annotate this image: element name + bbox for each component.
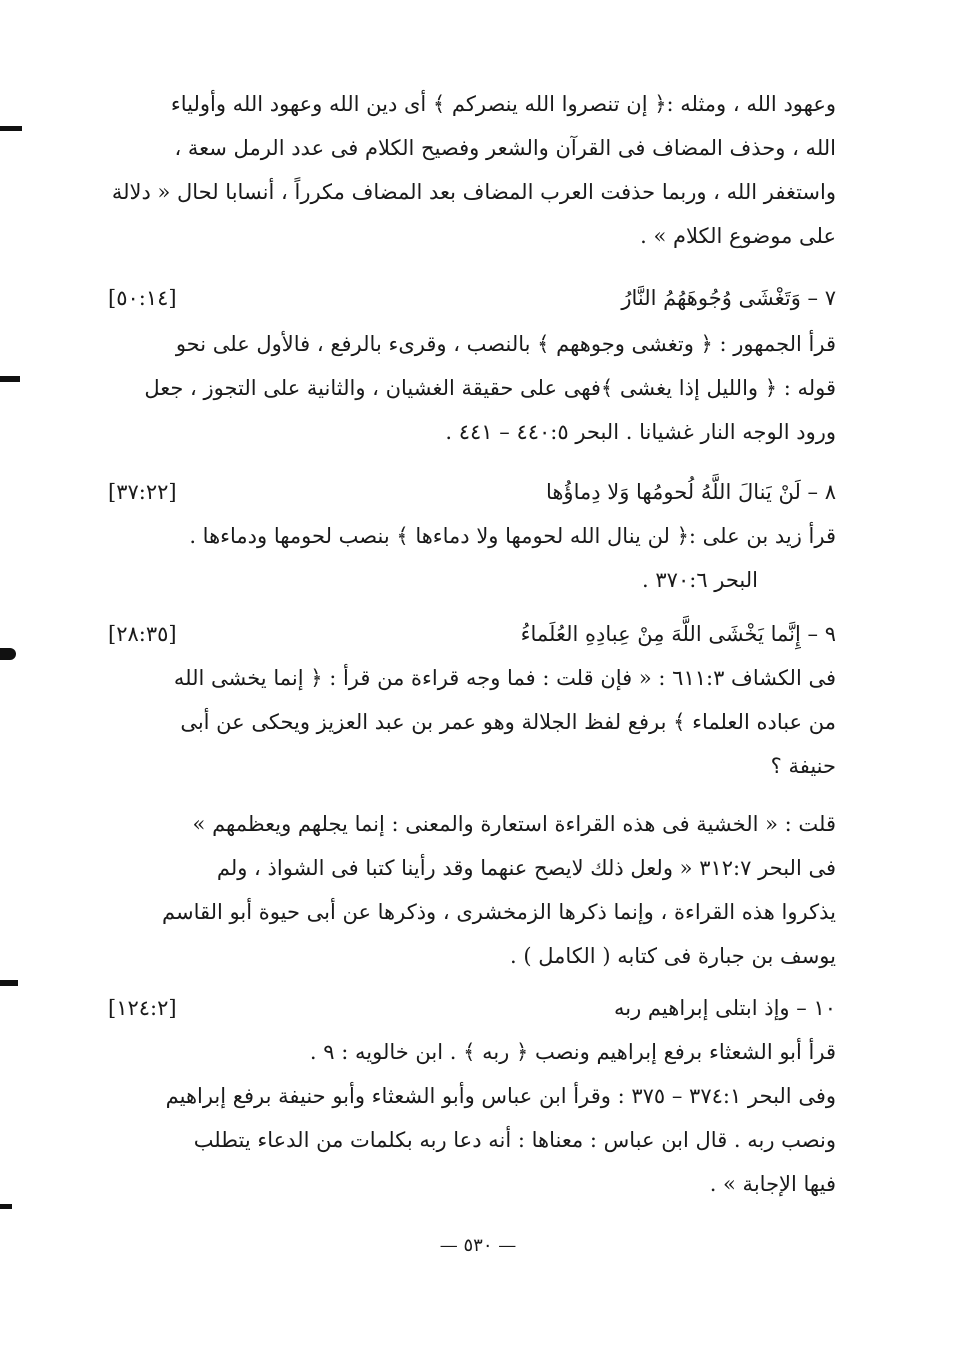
text-line: حنيفة ؟ (770, 754, 836, 778)
text-line: البحر ٣٧٠:٦ . (642, 568, 758, 592)
verse-reference: [٣٧:٢٢] (108, 480, 177, 504)
text-line: الله ، وحذف المضاف فى القرآن والشعر وفصيح الكلام فى عدد الرمل سعة ، (174, 136, 836, 160)
verse-title: ١٠ – وإذ ابتلى إبراهيم ربه (614, 996, 836, 1020)
verse-reference: [١٢٤:٢] (108, 996, 177, 1020)
text-line: فيها الإجابة » . (709, 1172, 836, 1196)
page-number: — ٥٣٠ — (439, 1235, 517, 1256)
text-line: وفى البحر ٣٧٤:١ – ٣٧٥ : وقرأ ابن عباس وأبو الشعثاء وأبو حنيفة برفع إبراهيم (165, 1084, 836, 1108)
verse-title: ٨ – لَنْ يَنالَ اللَّهُ لُحومُها وَلا دِماؤُها (545, 480, 836, 504)
entry-9-body (108, 656, 836, 788)
verse-title: ٩ – إِنَّما يَخْشَى اللَّهَ مِنْ عِبادِهِ العُلَماءُ (520, 622, 836, 646)
text-line: ورود الوجه النار غشيانا . البحر ٤٤٠:٥ – ٤٤١ . (445, 420, 836, 444)
entry-7-body (108, 322, 836, 454)
margin-mark (0, 1204, 12, 1209)
entry-7-heading (108, 276, 836, 320)
verse-title: ٧ – وَتَغْشَى وُجُوهَهُمُ النَّارُ (621, 286, 836, 310)
text-line: قوله : ﴿ والليل إذا يغشى ﴾فهى على حقيقة الغشيان ، والثانية على التجوز ، جعل (144, 376, 836, 400)
verse-reference: [٢٨:٣٥] (108, 622, 177, 646)
text-line: من عباده العلماء ﴾ برفع لفظ الجلالة وهو عمر بن عبد العزيز ويحكى عن أبى (180, 710, 836, 734)
text-line: ونصب ربه . قال ابن عباس : معناها : أنه دعا ربه بكلمات من الدعاء يتطلب (193, 1128, 836, 1152)
text-line: فى البحر ٣١٢:٧ « ولعل ذلك لايصح عنهما وقد رأينا كتبا فى الشواذ ، ولم (216, 856, 836, 880)
margin-mark (0, 376, 20, 382)
text-line: وعهود الله ، ومثله :﴿ إن تنصروا الله ينصركم ﴾ أى دين الله وعهود الله وأولياء (170, 92, 836, 116)
margin-mark (0, 648, 16, 660)
entry-9-body-continued (108, 802, 836, 978)
text-line: قرأ أبو الشعثاء برفع إبراهيم ونصب ﴿ ربه ﴾ . ابن خالويه : ٩ . (309, 1040, 836, 1064)
text-line: قلت : « الخشية فى هذه القراءة استعارة والمعنى : إنما يجلهم ويعظمهم » (192, 812, 836, 836)
opening-paragraph (108, 82, 836, 258)
text-line: يوسف بن جبارة فى كتابه ( الكامل ) . (510, 944, 836, 968)
margin-mark (0, 126, 22, 131)
text-line: قرأ زيد بن على :﴿ لن ينال الله لحومها ولا دماءها ﴾ بنصب لحومها ودماءها . (189, 524, 836, 548)
text-line: واستغفر الله ، وربما حذفت العرب المضاف بعد المضاف مكرراً ، أنسابا لحال « دلالة (111, 180, 836, 204)
entry-8-body (108, 514, 836, 602)
verse-reference: [٥٠:١٤] (108, 286, 177, 310)
text-line: على موضوع الكلام » . (640, 224, 836, 248)
text-line: فى الكشاف ٦١١:٣ : « فإن قلت : فما وجه قراءة من قرأ : ﴿ إنما يخشى الله (173, 666, 836, 690)
margin-mark (0, 980, 18, 986)
text-line: قرأ الجمهور : ﴿ وتغشى وجوههم ﴾ بالنصب ، وقرىء بالرفع ، فالأول على نحو (175, 332, 836, 356)
entry-10-body (108, 1030, 836, 1206)
entry-8-heading (108, 470, 836, 514)
entry-9-heading (108, 612, 836, 656)
text-line: يذكروا هذه القراءة ، وإنما ذكرها الزمخشرى ، وذكرها عن أبى حيوة أبو القاسم (162, 900, 836, 924)
entry-10-heading (108, 986, 836, 1030)
